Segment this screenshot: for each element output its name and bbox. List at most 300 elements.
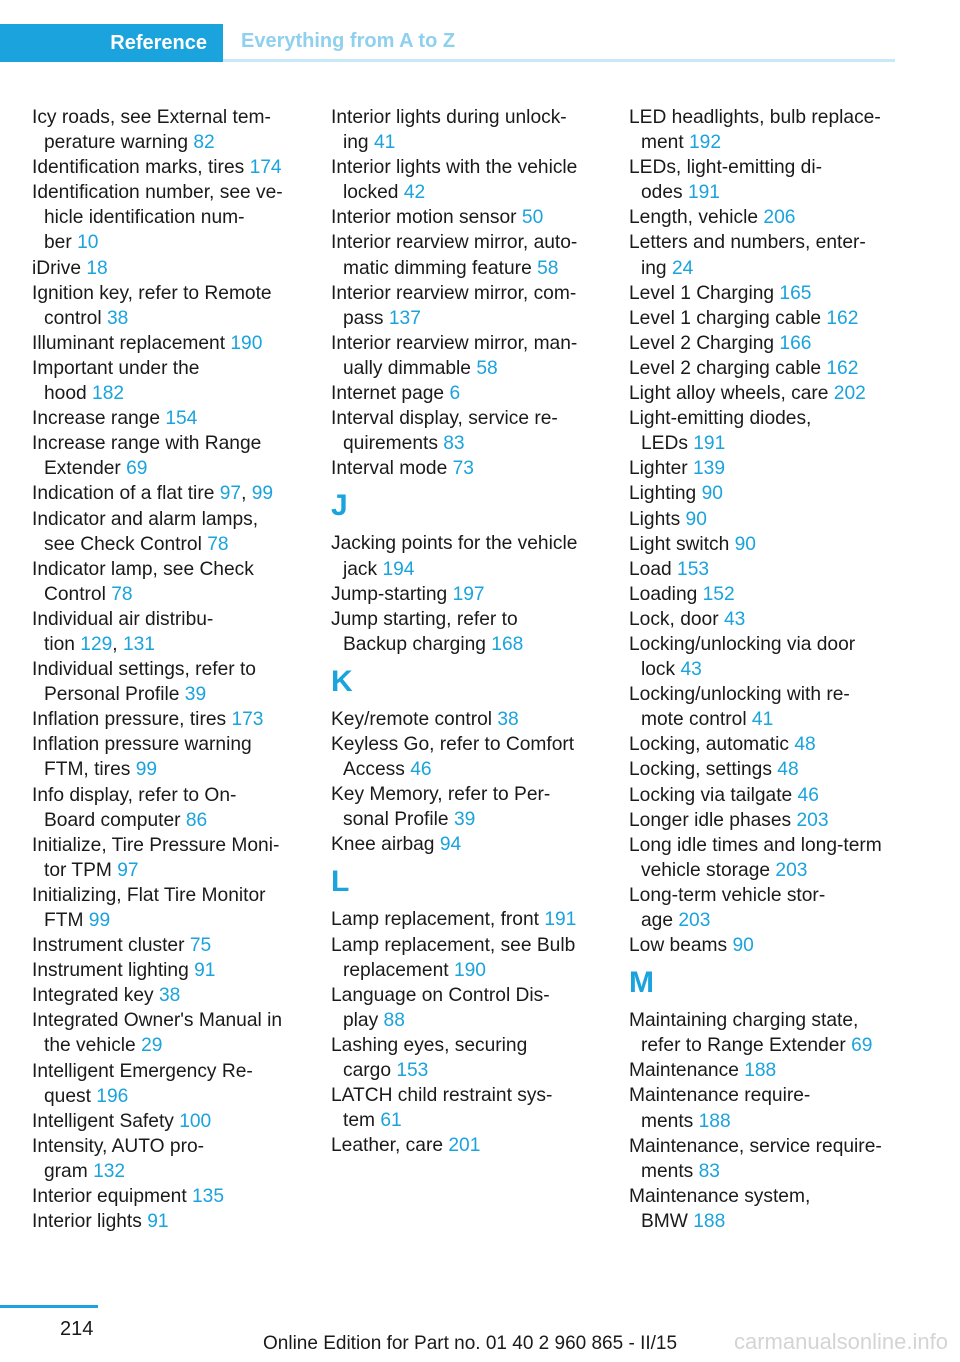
index-term: Lighting [629,483,697,505]
index-entry [331,732,603,782]
index-entry [32,983,304,1008]
index-term: tor TPM [44,859,112,881]
index-term: Level 2 charging cable [629,357,822,379]
section-letter: J [331,489,348,523]
index-term: LATCH child restraint sys- [331,1085,553,1107]
index-term: Board computer [44,809,181,831]
index-entry [331,983,603,1033]
page-reference-link[interactable]: 91 [194,960,216,982]
index-term: hicle identification num- [44,207,245,229]
index-term: Lighter [629,458,688,480]
page-reference-link[interactable]: 188 [744,1060,777,1082]
index-term: Individual settings, refer to [32,659,256,681]
subsection-tab: Everything from A to Z [223,24,895,59]
index-term: Level 1 charging cable [629,307,822,329]
index-term: Key Memory, refer to Per- [331,784,551,806]
watermark: carmanualsonline.info [733,1329,948,1354]
page-reference-link[interactable]: 99 [88,910,111,931]
page-reference-link[interactable]: 203 [775,859,808,881]
page-reference-link[interactable]: 188 [698,1110,731,1132]
page-reference-link[interactable]: 29 [141,1035,163,1057]
section-letter: M [629,966,654,1000]
index-entry [629,205,897,230]
page-reference-link[interactable]: 131 [122,633,155,655]
index-entry [629,883,897,933]
page-reference-link[interactable]: 75 [189,935,212,957]
index-term: Jacking points for the vehicle [331,533,578,555]
page-reference-link[interactable]: 69 [126,458,148,480]
index-term: Interior rearview mirror, com- [331,282,577,304]
index-term: Interior lights during unlock- [331,107,567,128]
page-reference-link[interactable]: 38 [497,708,519,730]
index-term: Identification number, see ve- [32,182,283,204]
index-term: Interior rearview mirror, man- [331,332,578,354]
index-entry [629,507,897,532]
index-term: locked [343,182,399,204]
index-term: Illuminant replacement [32,332,226,354]
page-reference-link[interactable]: 50 [521,207,544,229]
index-term: Interval display, service re- [331,408,558,430]
page-reference-link[interactable]: 82 [193,132,215,154]
index-entry [331,607,603,657]
index-entry [629,155,897,205]
index-term: Intensity, AUTO pro- [32,1135,205,1157]
index-term: Loading [629,583,698,605]
index-term: FTM [44,910,84,931]
page-reference-link[interactable]: 78 [111,583,133,605]
page-reference-link[interactable]: 38 [158,985,181,1007]
index-entry [331,155,603,205]
index-term: Interval mode [331,458,448,480]
page-reference-link[interactable]: 18 [86,257,108,279]
index-term: Identification marks, tires [32,157,245,179]
header-underline [223,59,895,62]
index-term: LED headlights, bulb replace- [629,107,881,128]
footer-accent-line [0,1305,98,1308]
index-entry [331,1033,603,1083]
index-term: Locking, settings [629,759,772,781]
index-term: perature warning [44,132,188,154]
page-reference-link[interactable]: 152 [702,583,735,605]
page-reference-link[interactable]: 38 [106,307,129,329]
page-reference-link[interactable]: 162 [826,307,859,329]
index-entry [629,682,897,732]
page-reference-link[interactable]: 73 [452,458,474,480]
page-reference-link[interactable]: 97 [117,859,139,881]
index-column-1 [32,105,304,1234]
index-term: ments [641,1160,694,1182]
index-term: Instrument lighting [32,960,189,982]
index-entry [32,607,304,657]
index-entry [629,1134,897,1184]
page-reference-link[interactable]: 48 [777,759,799,781]
page-reference-link[interactable]: 90 [701,483,723,505]
page-reference-link[interactable]: 58 [476,357,498,379]
index-term: Long idle times and long-term [629,834,882,856]
index-term: Interior rearview mirror, auto- [331,232,578,254]
index-term: quest [44,1085,91,1107]
page-reference-link[interactable]: 190 [453,959,486,981]
index-term: Access [343,759,405,781]
index-term: Maintaining charging state, [629,1010,859,1032]
index-entry [629,356,897,381]
page-reference-link[interactable]: 132 [93,1160,126,1182]
index-term: Locking/unlocking with re- [629,684,850,706]
page-reference-link[interactable]: 90 [734,533,756,555]
index-term: Maintenance [629,1060,739,1082]
index-entry [629,381,897,406]
index-term: Integrated Owner's Manual in [32,1010,283,1032]
index-term: hood [44,383,87,405]
page-reference-link[interactable]: 42 [403,182,426,204]
index-term: Maintenance system, [629,1185,811,1207]
page-reference-link[interactable]: 191 [544,909,577,931]
index-term: replacement [343,959,449,981]
page-reference-link[interactable]: 168 [491,633,524,655]
page-reference-link[interactable]: 196 [96,1085,129,1107]
index-entry [32,1209,304,1234]
index-term: Indicator lamp, see Check [32,558,254,580]
index-entry [629,732,897,757]
page-reference-link[interactable]: 154 [165,408,198,430]
index-term: Indication of a flat tire [32,483,215,505]
index-entry [629,582,897,607]
index-entry [32,657,304,707]
index-entry [32,783,304,833]
index-term: Individual air distribu- [32,608,214,630]
page-reference-link[interactable]: 90 [732,935,754,957]
index-entry [32,958,304,983]
index-term: FTM, tires [44,759,131,781]
index-term: Keyless Go, refer to Comfort [331,733,575,755]
page-reference-link[interactable]: 137 [388,307,421,329]
index-term: Internet page [331,383,445,405]
index-entry [629,783,897,808]
page-reference-link[interactable]: 46 [797,784,819,806]
index-entry [331,832,603,857]
index-term: see Check Control [44,533,202,555]
page-reference-link[interactable]: 206 [763,207,796,229]
page-reference-link[interactable]: 6 [449,383,461,405]
index-entry [331,1083,603,1133]
index-term: mote control [641,709,747,731]
index-column-2 [331,105,603,1158]
index-entry [331,331,603,381]
index-term: ually dimmable [343,357,471,379]
index-entry [331,381,603,406]
index-term: Lamp replacement, see Bulb [331,934,576,956]
page-reference-link[interactable]: 135 [192,1186,225,1208]
page-reference-link[interactable]: 165 [779,282,812,304]
index-term: sonal Profile [343,809,449,831]
index-term: gram [44,1160,88,1182]
index-term: iDrive [32,257,82,279]
index-entry [32,1184,304,1209]
index-term: Long-term vehicle stor- [629,884,826,906]
index-entry [32,707,304,732]
page-reference-link[interactable]: 90 [685,508,707,530]
index-term: Jump-starting [331,583,448,605]
index-entry [32,1134,304,1184]
page-reference-link[interactable]: 61 [380,1110,402,1132]
index-entry [32,732,304,782]
page-reference-link[interactable]: 91 [147,1211,169,1233]
index-term: Initializing, Flat Tire Monitor [32,884,266,906]
index-entry [32,406,304,431]
index-term: cargo [343,1060,391,1081]
index-entry [629,406,897,456]
index-term: Indicator and alarm lamps, [32,508,259,530]
page-reference-link[interactable]: 48 [794,734,816,756]
page-reference-link[interactable]: 10 [77,232,99,254]
page-reference-link[interactable]: 88 [383,1009,405,1031]
index-entry [331,531,603,581]
index-term: odes [641,182,683,204]
page-reference-link[interactable]: 97 [219,483,242,505]
index-term: Maintenance require- [629,1085,811,1107]
page-reference-link[interactable]: 39 [184,684,207,706]
index-term: Important under the [32,357,200,379]
index-entry [629,481,897,506]
index-entry [32,155,304,180]
index-term: Extender [44,458,121,480]
page-reference-link[interactable]: 166 [779,332,812,354]
index-term: Personal Profile [44,684,180,706]
index-entry [331,105,603,155]
page-number: 214 [60,1318,94,1340]
index-term: Interior lights with the vehicle [331,157,578,179]
page-reference-link[interactable]: 86 [185,809,208,831]
index-term: matic dimming feature [343,257,532,279]
index-term: jack [343,558,378,580]
page-reference-link[interactable]: 46 [410,759,432,781]
index-term: Intelligent Emergency Re- [32,1060,253,1082]
index-entry [32,256,304,281]
index-entry [331,406,603,456]
index-term: Light alloy wheels, care [629,383,829,405]
index-entry [629,607,897,632]
index-term: Control [44,583,106,605]
page-reference-link[interactable]: 191 [693,433,726,455]
page-reference-link[interactable]: 83 [443,433,465,455]
index-term: play [343,1009,379,1031]
index-term: tion [44,633,75,655]
index-term: Longer idle phases [629,809,792,831]
page-reference-link[interactable]: 190 [230,332,263,354]
index-term: Lock, door [629,608,719,630]
index-term: Integrated key [32,985,154,1007]
index-term: Ignition key, refer to Remote [32,282,272,304]
index-term: vehicle storage [641,859,771,881]
index-term: Info display, refer to On- [32,784,237,806]
index-entry [32,557,304,607]
index-term: BMW [641,1210,688,1232]
page-reference-link[interactable]: 191 [687,182,720,204]
index-entry [629,230,897,280]
index-entry [629,105,897,155]
index-entry [629,1058,897,1083]
index-entry [331,933,603,983]
index-term: pass [343,307,384,329]
index-term: Low beams [629,935,728,957]
index-term: Length, vehicle [629,207,759,229]
page-reference-link[interactable]: 69 [851,1035,873,1057]
index-term: ment [641,132,684,154]
page-reference-link[interactable]: 153 [677,558,710,580]
page-reference-link[interactable]: 94 [439,834,462,856]
page-reference-link[interactable]: 174 [249,157,282,179]
page-reference-link[interactable]: 129 [80,633,113,655]
index-term: Interior lights [32,1211,142,1233]
section-letter: L [331,865,350,899]
index-entry [629,331,897,356]
index-entry [331,205,603,230]
index-term: Inflation pressure warning [32,734,252,756]
index-term: control [44,307,102,329]
index-term: Light-emitting diodes, [629,408,812,430]
index-entry [32,1059,304,1109]
page-reference-link[interactable]: 192 [689,132,722,154]
index-entry [331,281,603,331]
index-term: Locking, automatic [629,734,789,756]
index-term: Jump starting, refer to [331,608,518,630]
index-entry [629,833,897,883]
page-reference-link[interactable]: 58 [537,257,559,279]
index-term: Interior equipment [32,1186,187,1208]
index-entry [331,782,603,832]
page-reference-link[interactable]: 39 [453,809,476,831]
index-term: lock [641,659,676,681]
page-reference-link[interactable]: 99 [135,759,158,781]
index-entry [331,707,603,732]
index-entry [331,1133,603,1158]
index-term: Letters and numbers, enter- [629,232,866,254]
index-entry [629,281,897,306]
index-entry [32,331,304,356]
index-entry [32,883,304,933]
index-term: the vehicle [44,1035,136,1057]
index-entry [629,1083,897,1133]
index-column-3 [629,105,897,1234]
index-entry [32,356,304,406]
page-reference-link[interactable]: 43 [723,608,746,630]
page-reference-link[interactable]: 83 [698,1160,720,1182]
index-term: Inflation pressure, tires [32,709,227,731]
index-entry [32,481,304,506]
index-entry [32,1008,304,1058]
edition-note: Online Edition for Part no. 01 40 2 960 865 - II/15 [263,1333,678,1354]
index-term: Increase range [32,408,160,430]
section-letter: K [331,664,353,698]
index-term: refer to Range Extender [641,1035,846,1057]
page-reference-link[interactable]: 202 [833,383,866,405]
index-term: ing [641,257,667,279]
index-entry [629,557,897,582]
index-term: Lamp replacement, front [331,909,539,931]
index-term: Level 1 Charging [629,282,775,304]
index-entry [32,105,304,155]
page-reference-link[interactable]: 139 [693,458,726,480]
index-term: Language on Control Dis- [331,984,550,1006]
index-entry [331,582,603,607]
index-entry [32,431,304,481]
page-reference-link[interactable]: 203 [796,809,829,831]
index-entry [629,933,897,958]
page-reference-link[interactable]: 41 [373,132,396,154]
index-entry [32,281,304,331]
index-term: Knee airbag [331,834,435,856]
index-term: Locking via tailgate [629,784,793,806]
index-term: ber [44,232,72,254]
page-header [0,24,895,62]
page-reference-link[interactable]: 78 [207,533,229,555]
page-reference-link[interactable]: 173 [231,709,264,731]
index-entry [629,532,897,557]
index-term: Load [629,558,672,580]
index-entry [331,230,603,280]
index-entry [331,907,603,932]
index-term: Level 2 Charging [629,332,775,354]
page-reference-link[interactable]: 41 [751,709,774,731]
index-term: Icy roads, see External tem- [32,107,271,128]
page-reference-link[interactable]: 203 [678,910,711,931]
index-entry [331,456,603,481]
index-term: Maintenance, service require- [629,1135,882,1157]
page-reference-link[interactable]: 197 [452,583,485,605]
section-tab: Reference [0,24,223,62]
page-reference-link[interactable]: 24 [671,257,694,279]
index-entry [32,507,304,557]
index-entry [629,1008,897,1058]
index-term: ing [343,132,369,154]
index-entry [629,757,897,782]
page-reference-link[interactable]: 201 [448,1135,481,1157]
index-term: Instrument cluster [32,935,185,957]
index-entry [629,1184,897,1234]
page-reference-link[interactable]: 153 [396,1060,429,1081]
index-term: LEDs [641,433,688,455]
index-term: ments [641,1110,694,1132]
page-reference-link[interactable]: 99 [251,483,274,505]
page-separator: , [112,633,123,655]
page-reference-link[interactable]: 182 [92,383,125,405]
index-entry [32,180,304,255]
page-reference-link[interactable]: 100 [179,1110,212,1132]
index-entry [32,833,304,883]
index-term: tem [343,1110,375,1132]
index-term: Interior motion sensor [331,207,517,229]
index-term: age [641,910,674,931]
index-term: Backup charging [343,633,486,655]
index-entry [32,933,304,958]
index-term: Increase range with Range [32,433,262,455]
index-entry [629,808,897,833]
page-separator: , [241,483,252,505]
page-reference-link[interactable]: 194 [382,558,415,580]
index-term: quirements [343,433,438,455]
index-entry [629,632,897,682]
index-term: Lashing eyes, securing [331,1034,528,1056]
page-reference-link[interactable]: 188 [693,1210,726,1232]
index-term: Light switch [629,533,730,555]
page-reference-link[interactable]: 162 [826,357,859,379]
index-term: Key/remote control [331,708,493,730]
index-term: Locking/unlocking via door [629,633,856,655]
page-reference-link[interactable]: 43 [680,659,702,681]
index-term: Initialize, Tire Pressure Moni- [32,834,280,856]
index-term: Leather, care [331,1135,444,1157]
index-entry [629,306,897,331]
